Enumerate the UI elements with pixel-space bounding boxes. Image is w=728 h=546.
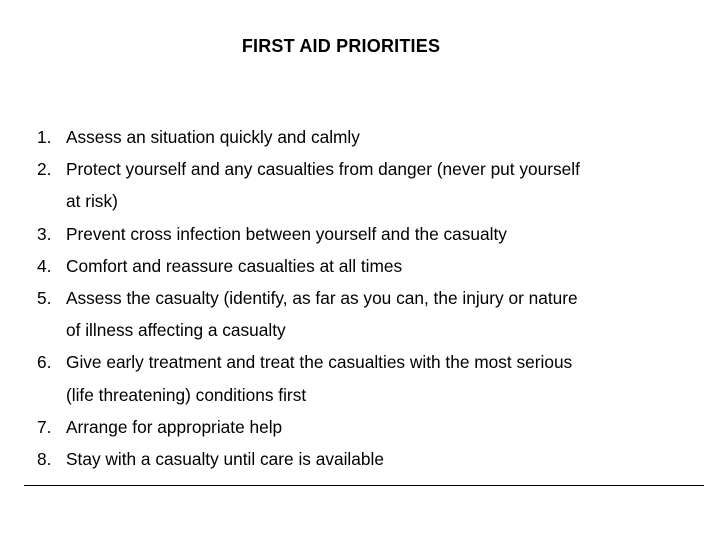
list-item-number: 3. (37, 223, 52, 244)
list-item-number: 7. (37, 416, 52, 437)
list-item-number: 5. (37, 288, 52, 309)
list-item (37, 250, 687, 282)
list-item (37, 346, 687, 410)
list-item (37, 443, 687, 475)
list-item-text: Arrange for appropriate help (66, 416, 283, 437)
list-item (37, 282, 687, 346)
list-item-number: 6. (37, 352, 52, 373)
list-item (37, 411, 687, 443)
bottom-divider (24, 485, 704, 486)
first-aid-priorities-list (37, 121, 687, 475)
list-item (37, 121, 687, 153)
page-title: FIRST AID PRIORITIES (241, 36, 441, 56)
list-item-text: Assess an situation quickly and calmly (66, 127, 360, 147)
list-item-text: Give early treatment and treat the casualties with the most serious (life threatening) conditions first (66, 352, 573, 405)
list-item-number: 1. (37, 127, 52, 147)
list-item-text: Stay with a casualty until care is available (66, 449, 384, 470)
list-item-number: 4. (37, 255, 52, 276)
list-item-text: Comfort and reassure casualties at all times (66, 255, 403, 276)
list-item-text: Prevent cross infection between yourself and the casualty (66, 223, 507, 244)
list-item-text: Assess the casualty (identify, as far as you can, the injury or nature of illness affecting a casualty (66, 288, 578, 341)
list-item-text: Protect yourself and any casualties from danger (never put yourself at risk) (66, 159, 580, 212)
list-item-number: 2. (37, 159, 52, 180)
list-item (37, 153, 687, 217)
list-item (37, 218, 687, 250)
list-item-number: 8. (37, 449, 52, 470)
